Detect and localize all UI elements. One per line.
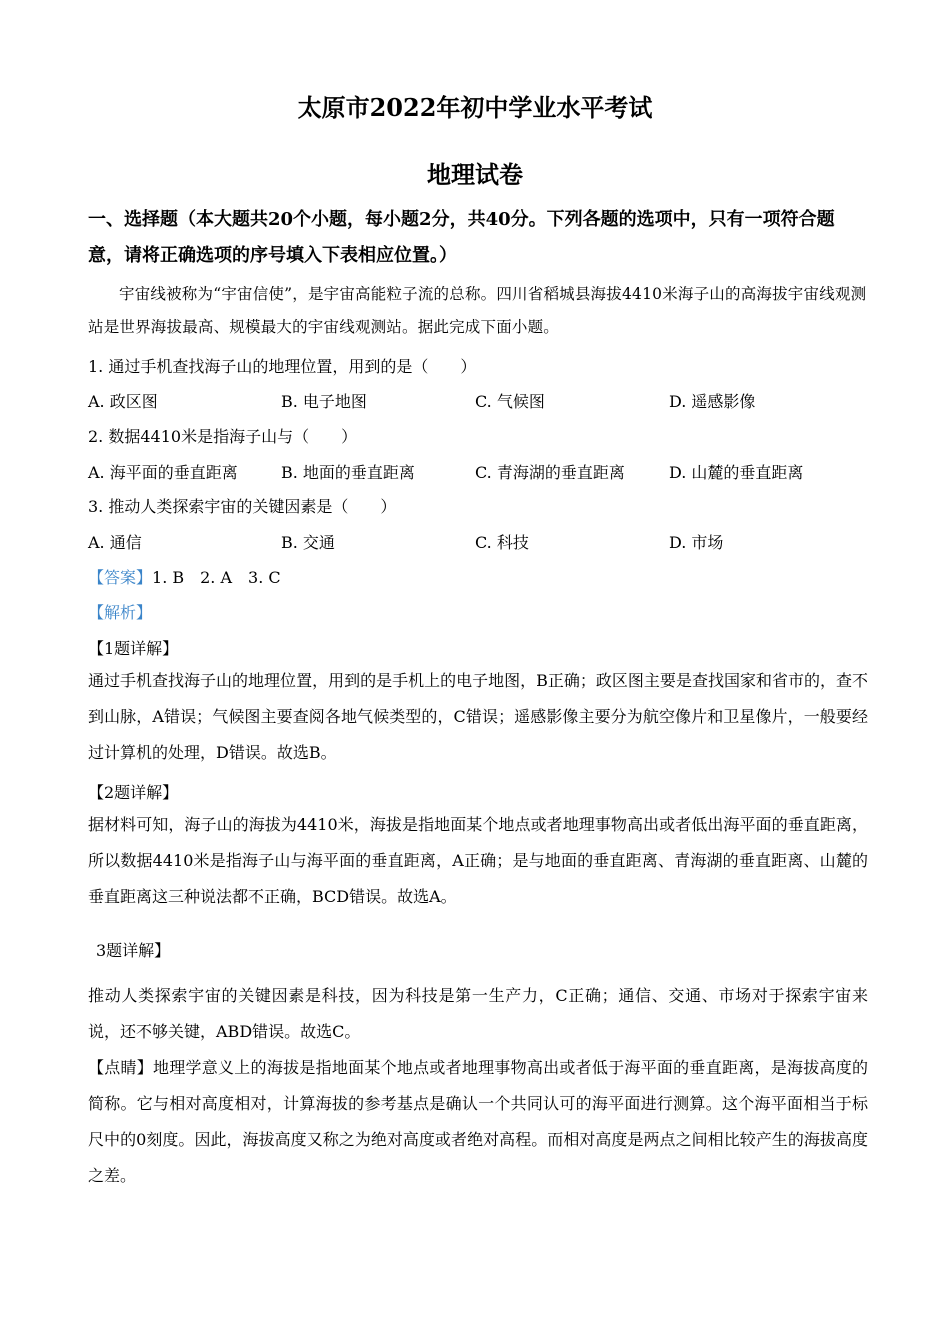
question-1-option-c: C. 气候图 (475, 392, 545, 411)
exam-title: 太原市2022年初中学业水平考试 (297, 93, 653, 122)
question-2-option-a: A. 海平面的垂直距离 (88, 463, 238, 482)
question-3-option-c: C. 科技 (475, 533, 529, 552)
question-1-stem: 1. 通过手机查找海子山的地理位置，用到的是（ ） (88, 357, 477, 376)
detail-3-heading: 3题详解】 (96, 941, 171, 960)
question-3-option-b: B. 交通 (281, 533, 335, 552)
question-2-option-c: C. 青海湖的垂直距离 (475, 463, 625, 482)
section-heading: 一、选择题（本大题共20个小题，每小题2分，共40分。下列各题的选项中，只有一项符合题意，请将正确选项的序号填入下表相应位置。） (88, 209, 835, 266)
reading-passage: 宇宙线被称为“宇宙信使”，是宇宙高能粒子流的总称。四川省稻城县海拔4410米海子山的高海拔宇宙线观测站是世界海拔最高、规模最大的宇宙线观测站。据此完成下面小题。 (88, 285, 867, 336)
question-3-stem: 3. 推动人类探索宇宙的关键因素是（ ） (88, 497, 397, 516)
question-2-option-b: B. 地面的垂直距离 (281, 463, 415, 482)
question-2-stem: 2. 数据4410米是指海子山与（ ） (88, 427, 358, 446)
exam-subtitle: 地理试卷 (427, 160, 523, 189)
tip-text: 地理学意义上的海拔是指地面某个地点或者地理事物高出或者低于海平面的垂直距离，是海拔高度的简称。它与相对高度相对，计算海拔的参考基点是确认一个共同认可的海平面进行测算。这个海平面相当于标尺中的0刻度。因此，海拔高度又称之为绝对高度或者绝对高程。而相对高度是两点之间相比较产生的海拔高度之差。 (88, 1058, 868, 1185)
detail-1-text: 通过手机查找海子山的地理位置，用到的是手机上的电子地图，B正确；政区图主要是查找国家和省市的，查不到山脉，A错误；气候图主要查阅各地气候类型的，C错误；遥感影像主要分为航空像片和卫星像片，一般要经过计算机的处理，D错误。故选B。 (88, 671, 868, 762)
answer-label: 【答案】 (88, 568, 153, 587)
detail-1-heading: 【1题详解】 (88, 639, 179, 658)
answer-text: 1. B 2. A 3. C (152, 568, 281, 587)
question-1-option-d: D. 遥感影像 (669, 392, 756, 411)
answer-line (88, 565, 281, 588)
question-2-option-d: D. 山麓的垂直距离 (669, 463, 804, 482)
detail-2-heading: 【2题详解】 (88, 783, 179, 802)
question-3-option-a: A. 通信 (88, 533, 142, 552)
detail-2-text: 据材料可知，海子山的海拔为4410米，海拔是指地面某个地点或者地理事物高出或者低出海平面的垂直距离，所以数据4410米是指海子山与海平面的垂直距离，A正确；是与地面的垂直距离、青海湖的垂直距离、山麓的垂直距离这三种说法都不正确，BCD错误。故选A。 (88, 815, 868, 906)
question-1-option-a: A. 政区图 (88, 392, 158, 411)
detail-3-text: 推动人类探索宇宙的关键因素是科技，因为科技是第一生产力，C正确；通信、交通、市场对于探索宇宙来说，还不够关键，ABD错误。故选C。 (88, 986, 868, 1041)
analysis-label: 【解析】 (88, 603, 153, 622)
question-3-option-d: D. 市场 (669, 533, 724, 552)
tip-paragraph (88, 1050, 868, 1194)
tip-label: 【点睛】 (88, 1058, 154, 1077)
question-1-option-b: B. 电子地图 (281, 392, 367, 411)
